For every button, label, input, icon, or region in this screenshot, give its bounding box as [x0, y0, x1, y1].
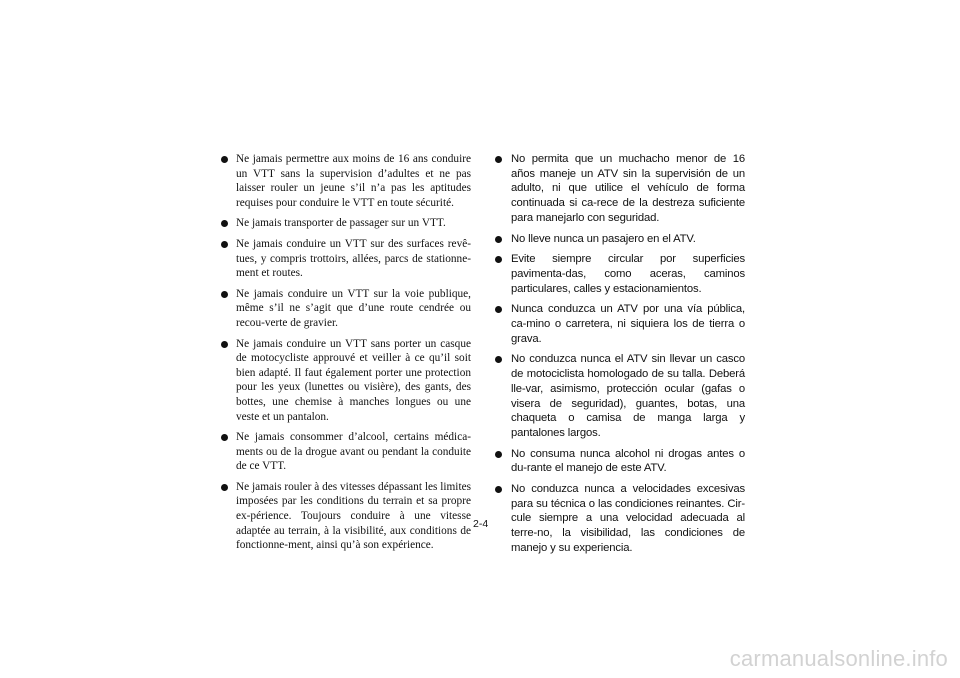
warning-text: Ne jamais consommer d’alcool, certains médica-ments ou de la drogue avant ou pendant la conduite de ce VTT. [236, 431, 471, 473]
bullet-icon [495, 156, 502, 163]
bullet-icon [221, 241, 228, 248]
spanish-warning-list [494, 152, 745, 562]
warning-text: No permita que un muchacho menor de 16 años maneje un ATV sin la supervisión de un adulto, ni que utilice el vehículo de forma continuada si ca-rece de la destreza suficiente para manejarlo con seguridad. [511, 153, 745, 224]
list-item [221, 337, 471, 425]
french-warning-list [221, 152, 471, 559]
bullet-icon [495, 256, 502, 263]
bullet-icon [495, 486, 502, 493]
warning-text: No lleve nunca un pasajero en el ATV. [511, 232, 696, 245]
list-item [221, 480, 471, 553]
list-item [494, 352, 745, 440]
list-item [221, 216, 471, 231]
warning-text: Nunca conduzca un ATV por una vía pública, ca-mino o carretera, ni siquiera los de tierra o grava. [511, 303, 745, 345]
list-item [221, 237, 471, 281]
warning-text: No conduzca nunca a velocidades excesivas para su técnica o las condiciones reinantes. Cir-cule siempre a una velocidad adecuada al terre-no, la visibilidad, las condiciones de manejo y su experiencia. [511, 483, 745, 554]
list-item [494, 482, 745, 556]
warning-text: No consuma nunca alcohol ni drogas antes o du-rante el manejo de este ATV. [511, 447, 745, 475]
bullet-icon [495, 236, 502, 243]
warning-text: Ne jamais conduire un VTT sur des surfaces revê-tues, y compris trottoirs, allées, parcs de stationne-ment et routes. [236, 237, 471, 280]
list-item [494, 302, 745, 346]
warning-text: Ne jamais permettre aux moins de 16 ans conduire un VTT sans la supervision d’adultes et ne pas laisser rouler un jeune s’il n’a pas les aptitudes requises pour conduire le VTT en toute sécurité. [236, 153, 471, 209]
list-item [221, 152, 471, 210]
warning-text: Evite siempre circular por superficies pavimenta-das, como aceras, caminos particulares, calles y estacionamientos. [511, 253, 745, 295]
page-number: 2-4 [473, 518, 489, 530]
bullet-icon [221, 156, 228, 163]
watermark: carmanualsonline.info [729, 646, 948, 671]
bullet-icon [221, 291, 228, 298]
list-item [494, 447, 745, 476]
list-item [494, 152, 745, 226]
list-item [221, 430, 471, 474]
bullet-icon [221, 434, 228, 441]
bullet-icon [495, 451, 502, 458]
warning-text: No conduzca nunca el ATV sin llevar un casco de motociclista homologado de su talla. Deberá lle-var, asimismo, protección ocular (gafas o visera de seguridad), guantes, botas, una chaqueta o camisa de manga larga y pantalones largos. [511, 353, 745, 439]
list-item [221, 287, 471, 331]
warning-text: Ne jamais rouler à des vitesses dépassant les limites imposées par les conditions du terrain et sa propre ex-périence. Toujours conduire à une vitesse adaptée au terrain, à la visibilité, aux conditions de fonctionne-ment, ainsi qu’à son expérience. [236, 480, 471, 552]
bullet-icon [221, 220, 228, 227]
warning-text: Ne jamais conduire un VTT sur la voie publique, même s’il ne s’agit que d’une route cendrée ou recou-verte de gravier. [236, 287, 471, 329]
list-item [494, 252, 745, 296]
list-item [494, 232, 745, 247]
warning-text: Ne jamais conduire un VTT sans porter un casque de motocycliste approuvé et veiller à ce qu’il soit bien adapté. Il faut également porter une protection pour les yeux (lunettes ou visière), des gants, des bottes, une chemise à manches longues ou une veste et un pantalon. [236, 337, 471, 423]
bullet-icon [221, 484, 228, 491]
bullet-icon [495, 356, 502, 363]
bullet-icon [495, 306, 502, 313]
bullet-icon [221, 341, 228, 348]
warning-text: Ne jamais transporter de passager sur un VTT. [236, 217, 446, 230]
